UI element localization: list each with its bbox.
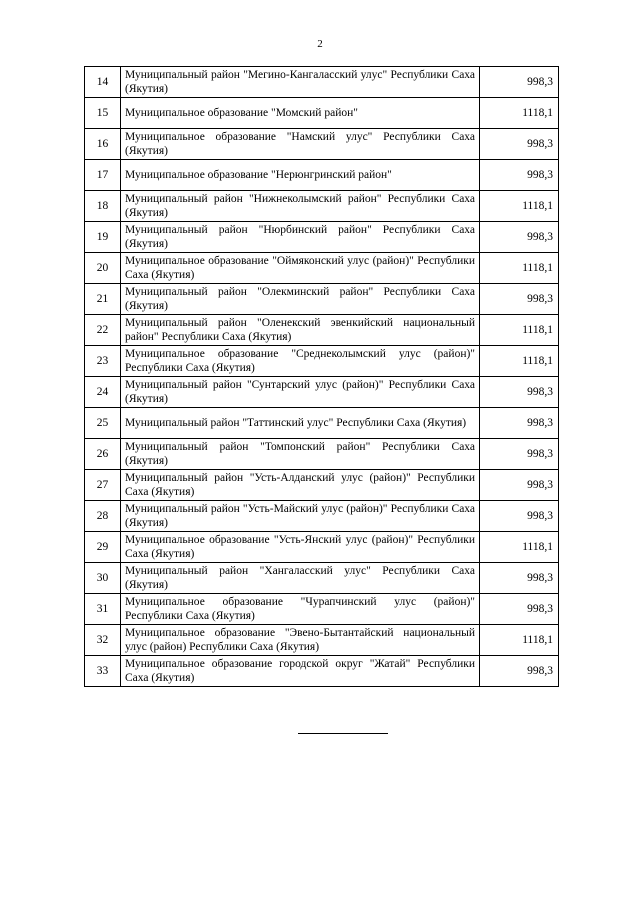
table-row <box>85 656 559 687</box>
municipality-name-cell: Муниципальный район "Нижнеколымский район" Республики Саха (Якутия) <box>121 191 480 222</box>
table-row <box>85 501 559 532</box>
municipality-name-cell: Муниципальное образование городской округ "Жатай" Республики Саха (Якутия) <box>121 656 480 687</box>
row-number-cell: 31 <box>85 594 121 625</box>
table-row <box>85 594 559 625</box>
row-number-cell: 20 <box>85 253 121 284</box>
table-row <box>85 377 559 408</box>
table-row <box>85 253 559 284</box>
row-number-cell: 32 <box>85 625 121 656</box>
table-row <box>85 191 559 222</box>
municipality-name-cell: Муниципальный район "Хангаласский улус" Республики Саха (Якутия) <box>121 563 480 594</box>
value-cell: 998,3 <box>480 160 559 191</box>
table-row <box>85 470 559 501</box>
value-cell: 998,3 <box>480 563 559 594</box>
value-cell: 1118,1 <box>480 98 559 129</box>
municipality-name-cell: Муниципальное образование "Эвено-Бытантайский национальный улус (район) Республики Саха (Якутия) <box>121 625 480 656</box>
table-row <box>85 439 559 470</box>
value-cell: 1118,1 <box>480 532 559 563</box>
municipality-name-cell: Муниципальное образование "Среднеколымский улус (район)" Республики Саха (Якутия) <box>121 346 480 377</box>
value-cell: 1118,1 <box>480 191 559 222</box>
value-cell: 998,3 <box>480 129 559 160</box>
row-number-cell: 18 <box>85 191 121 222</box>
municipality-name-cell: Муниципальное образование "Усть-Янский улус (район)" Республики Саха (Якутия) <box>121 532 480 563</box>
value-cell: 998,3 <box>480 594 559 625</box>
row-number-cell: 22 <box>85 315 121 346</box>
row-number-cell: 25 <box>85 408 121 439</box>
row-number-cell: 23 <box>85 346 121 377</box>
table-row <box>85 625 559 656</box>
value-cell: 998,3 <box>480 408 559 439</box>
table-row <box>85 315 559 346</box>
row-number-cell: 24 <box>85 377 121 408</box>
row-number-cell: 29 <box>85 532 121 563</box>
row-number-cell: 30 <box>85 563 121 594</box>
municipality-name-cell: Муниципальное образование "Оймяконский улус (район)" Республики Саха (Якутия) <box>121 253 480 284</box>
value-cell: 998,3 <box>480 501 559 532</box>
value-cell: 998,3 <box>480 284 559 315</box>
row-number-cell: 33 <box>85 656 121 687</box>
value-cell: 998,3 <box>480 470 559 501</box>
municipality-name-cell: Муниципальный район "Усть-Алданский улус (район)" Республики Саха (Якутия) <box>121 470 480 501</box>
municipality-table <box>84 66 559 687</box>
municipality-name-cell: Муниципальный район "Томпонский район" Республики Саха (Якутия) <box>121 439 480 470</box>
value-cell: 998,3 <box>480 656 559 687</box>
value-cell: 998,3 <box>480 222 559 253</box>
table-body <box>85 67 559 687</box>
municipality-name-cell: Муниципальный район "Таттинский улус" Республики Саха (Якутия) <box>121 408 480 439</box>
table-row <box>85 160 559 191</box>
table-row <box>85 346 559 377</box>
municipality-name-cell: Муниципальное образование "Чурапчинский улус (район)" Республики Саха (Якутия) <box>121 594 480 625</box>
row-number-cell: 15 <box>85 98 121 129</box>
row-number-cell: 26 <box>85 439 121 470</box>
row-number-cell: 14 <box>85 67 121 98</box>
municipality-name-cell: Муниципальный район "Нюрбинский район" Республики Саха (Якутия) <box>121 222 480 253</box>
table-row <box>85 67 559 98</box>
municipality-name-cell: Муниципальный район "Мегино-Кангаласский улус" Республики Саха (Якутия) <box>121 67 480 98</box>
table-row <box>85 408 559 439</box>
value-cell: 1118,1 <box>480 253 559 284</box>
value-cell: 1118,1 <box>480 315 559 346</box>
value-cell: 1118,1 <box>480 625 559 656</box>
table-row <box>85 532 559 563</box>
table-row <box>85 284 559 315</box>
page-number: 2 <box>317 38 323 50</box>
municipality-name-cell: Муниципальный район "Оленекский эвенкийский национальный район" Республики Саха (Якутия) <box>121 315 480 346</box>
value-cell: 998,3 <box>480 439 559 470</box>
value-cell: 998,3 <box>480 377 559 408</box>
table-row <box>85 98 559 129</box>
municipality-name-cell: Муниципальный район "Сунтарский улус (район)" Республики Саха (Якутия) <box>121 377 480 408</box>
value-cell: 1118,1 <box>480 346 559 377</box>
row-number-cell: 16 <box>85 129 121 160</box>
row-number-cell: 28 <box>85 501 121 532</box>
value-cell: 998,3 <box>480 67 559 98</box>
row-number-cell: 27 <box>85 470 121 501</box>
table-row <box>85 222 559 253</box>
table-row <box>85 563 559 594</box>
municipality-name-cell: Муниципальный район "Олекминский район" Республики Саха (Якутия) <box>121 284 480 315</box>
row-number-cell: 19 <box>85 222 121 253</box>
municipality-name-cell: Муниципальное образование "Момский район" <box>121 98 480 129</box>
municipality-name-cell: Муниципальный район "Усть-Майский улус (район)" Республики Саха (Якутия) <box>121 501 480 532</box>
row-number-cell: 21 <box>85 284 121 315</box>
end-divider <box>298 733 388 734</box>
row-number-cell: 17 <box>85 160 121 191</box>
table-row <box>85 129 559 160</box>
municipality-name-cell: Муниципальное образование "Нерюнгринский район" <box>121 160 480 191</box>
municipality-name-cell: Муниципальное образование "Намский улус" Республики Саха (Якутия) <box>121 129 480 160</box>
